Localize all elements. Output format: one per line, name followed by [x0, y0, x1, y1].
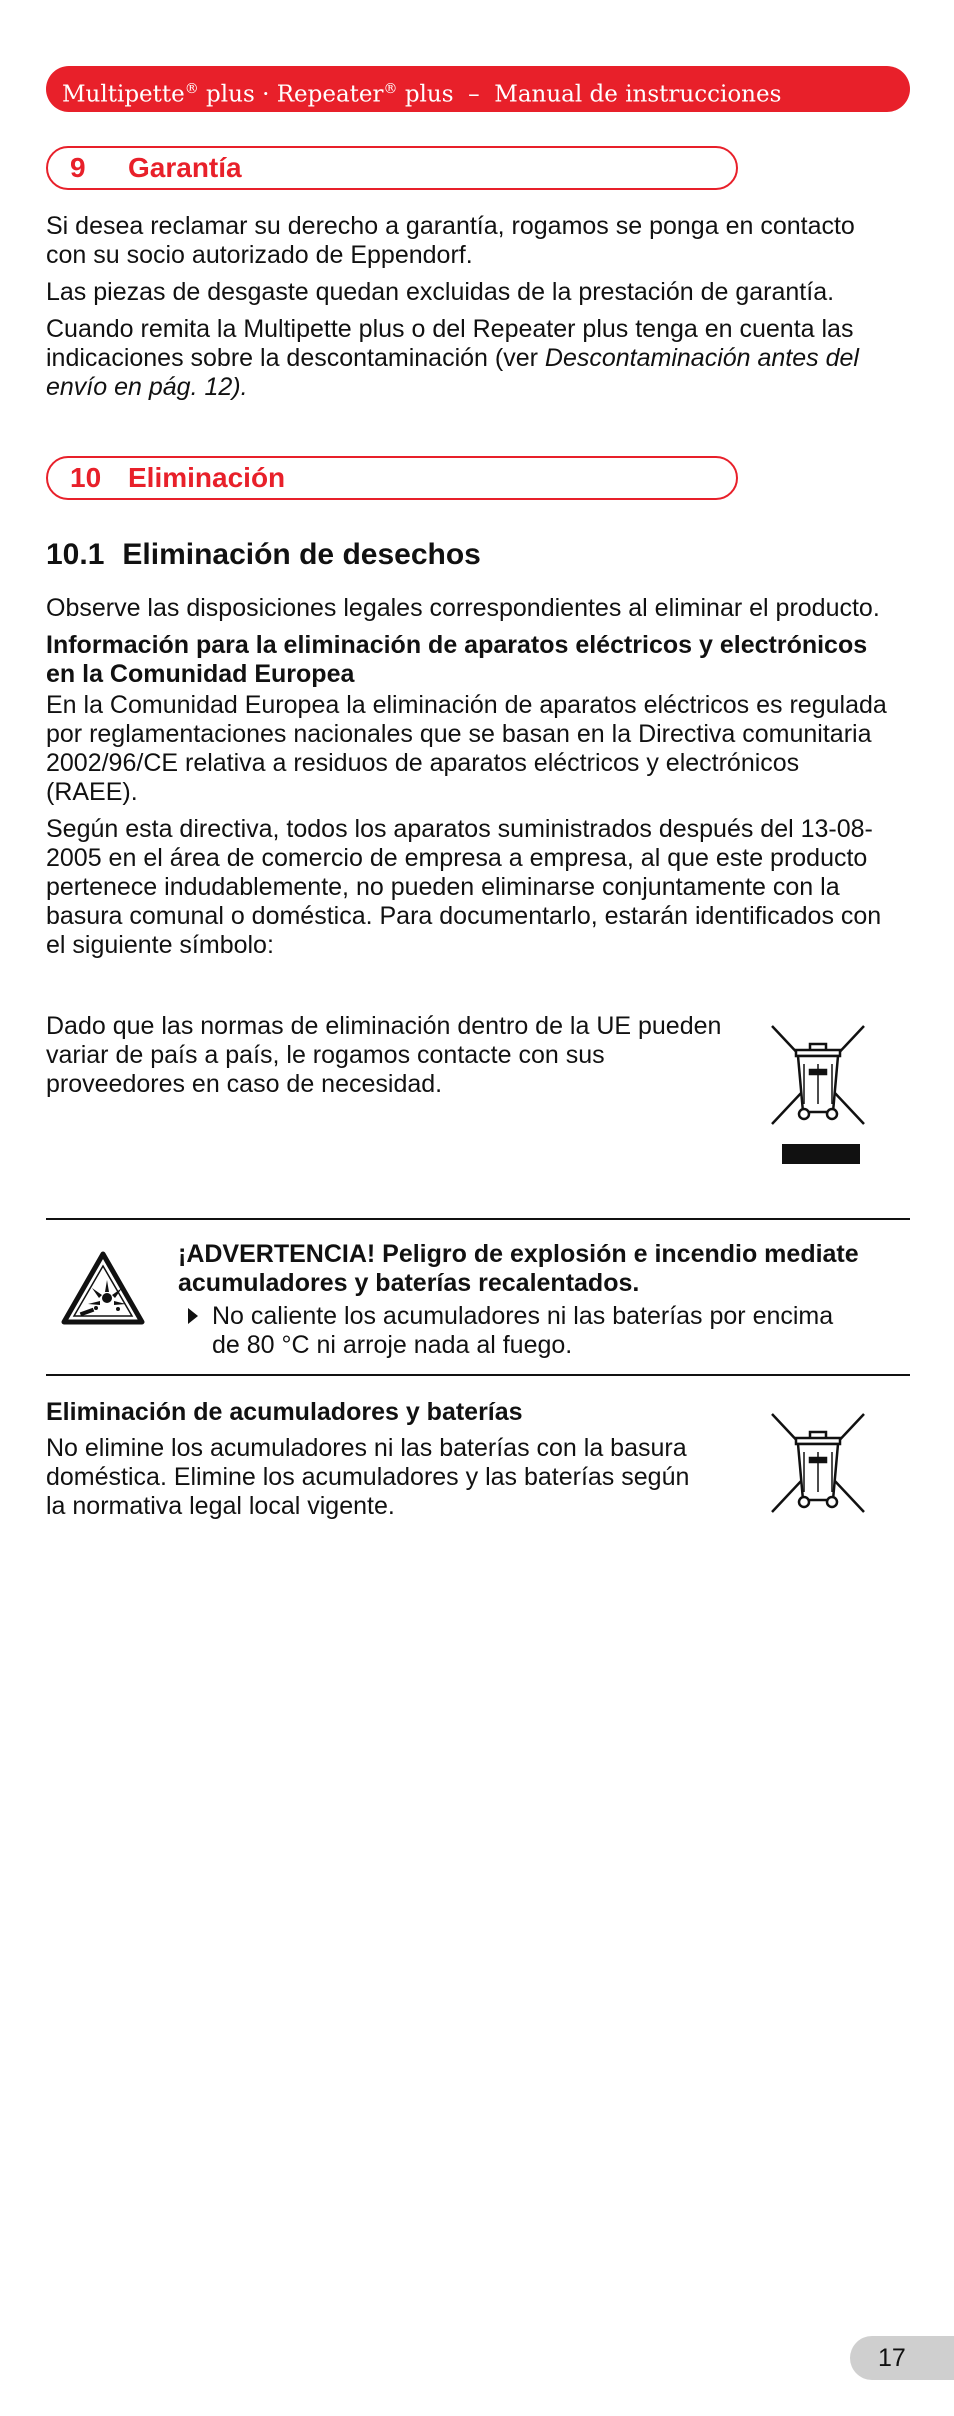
decontamination-reference: Descontaminación antes del envío en pág. 12).: [46, 344, 859, 401]
page-number: 17: [850, 2336, 954, 2380]
crossed-bin-icon: [766, 1410, 870, 1516]
section-9-heading: 9 Garantía: [46, 146, 738, 190]
warranty-paragraph-1: Si desea reclamar su derecho a garantía, rogamos se ponga en contacto con su socio autorizado de Eppendorf.: [46, 212, 855, 269]
header-brand: Multipette: [62, 81, 185, 108]
warning-bottom-rule: [46, 1374, 910, 1376]
eu-disposal-paragraph-3-block: [46, 1012, 736, 1107]
header-bar: Multipette® plus · Repeater® plus – Manual de instrucciones: [46, 66, 910, 112]
bullet-triangle-icon: [186, 1306, 200, 1326]
header-manual-title: Manual de instrucciones: [494, 81, 782, 108]
weee-underline-bar: [782, 1144, 860, 1164]
intro-paragraph: Observe las disposiciones legales correspondientes al eliminar el producto.: [46, 594, 880, 622]
warranty-paragraph-3: Cuando remita la Multipette plus o del Repeater plus tenga en cuenta las indicaciones sobre la descontaminación (ver Descontaminación antes del envío en pág. 12).: [46, 315, 859, 401]
eu-disposal-heading: Información para la eliminación de aparatos eléctricos y electrónicos en la Comunidad Europea: [46, 631, 868, 688]
eu-disposal-paragraph-1: En la Comunidad Europea la eliminación de aparatos eléctricos es regulada por reglamentaciones nacionales que se basan en la Directiva comunitaria 2002/96/CE relativa a residuos de aparatos eléctricos y electrónicos (RAEE).: [46, 691, 887, 806]
warning-title: ¡ADVERTENCIA! Peligro de explosión e incendio mediate acumuladores y baterías recalentados.: [178, 1240, 859, 1297]
warning-top-rule: [46, 1218, 910, 1220]
batteries-heading: Eliminación de acumuladores y baterías: [46, 1398, 523, 1426]
warning-bullet: No caliente los acumuladores ni las baterías por encima de 80 °C ni arroje nada al fuego.: [212, 1302, 834, 1359]
batteries-text: No elimine los acumuladores ni las baterías con la basura doméstica. Elimine los acumuladores y las baterías según la normativa legal local vigente.: [46, 1434, 690, 1520]
section-10-1-heading: 10.1 Eliminación de desechos: [46, 538, 481, 571]
eu-disposal-paragraph-2: Según esta directiva, todos los aparatos suministrados después del 13-08-2005 en el área de comercio de empresa a empresa, al que este producto pertenece indudablemente, no pueden eliminarse conjuntamente con la basura comunal o doméstica. Para documentarlo, estarán identificados con el siguiente símbolo:: [46, 815, 882, 959]
eu-disposal-paragraph-3: Dado que las normas de eliminación dentro de la UE pueden variar de país a país, le rogamos contacte con sus proveedores en caso de necesidad.: [46, 1012, 722, 1098]
explosion-warning-icon: [60, 1250, 146, 1328]
crossed-bin-icon: [766, 1022, 870, 1128]
section-10-heading: 10 Eliminación: [46, 456, 738, 500]
section-10-1-body: [46, 594, 896, 968]
warranty-paragraph-2: Las piezas de desgaste quedan excluidas de la prestación de garantía.: [46, 278, 835, 306]
section-9-body: [46, 212, 896, 410]
